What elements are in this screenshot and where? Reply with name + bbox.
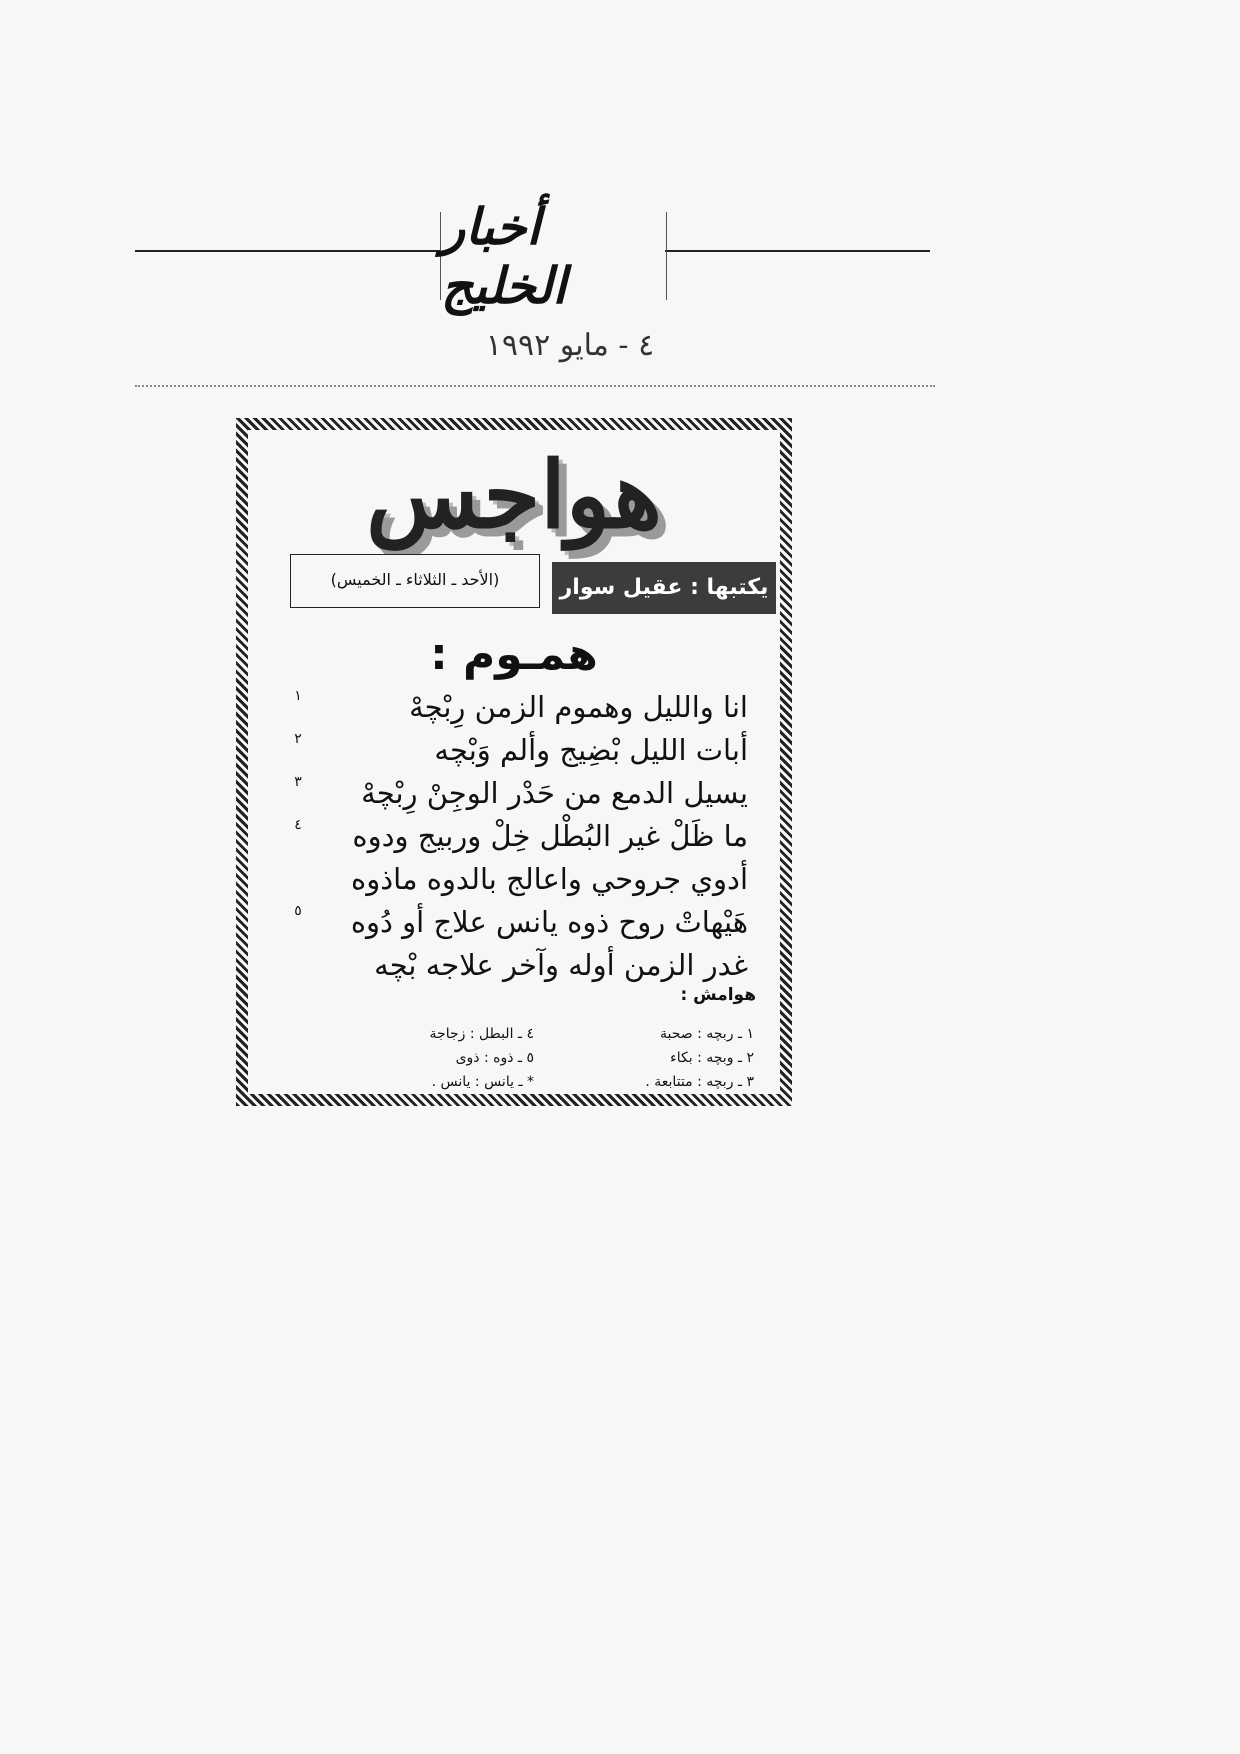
note-item: ٢ ـ وبچه : بكاء [670, 1050, 754, 1066]
footnote-number: ٥ [294, 903, 302, 919]
publication-days: (الأحد ـ الثلاثاء ـ الخميس) [290, 554, 540, 608]
clipping-content [248, 430, 780, 1094]
notes-list [314, 1022, 754, 1094]
poem-line [288, 858, 766, 901]
poem-title: همـوم : [430, 629, 598, 680]
poem-line [288, 815, 766, 858]
masthead-rule-right [665, 250, 930, 252]
newspaper-name: أخبار الخليج [441, 197, 567, 315]
footnote-number: ٤ [294, 817, 302, 833]
poem-line-text: أبات الليل بْضِيج وألم وَبْچه [434, 733, 748, 767]
poem-body [288, 686, 766, 987]
poem-line [288, 901, 766, 944]
publication-date: ٤ - مايو ١٩٩٢ [485, 328, 655, 363]
footnote-number: ١ [294, 688, 302, 704]
footnote-number: ٢ [294, 731, 302, 747]
poem-line-text: أدوي جروحي واعالج بالدوه ماذوه [351, 862, 748, 896]
poem-line-text: هَيْهاتْ روح ذوه يانس علاج أو دُوه [350, 905, 748, 939]
poem-line [288, 944, 766, 987]
note-item: ٤ ـ البطل : زجاجة [429, 1026, 534, 1042]
masthead-rule-left [135, 250, 440, 252]
byline: يكتبها : عقيل سوار [552, 562, 776, 614]
poem-line-text: ما ظَلْ غير البُطْل خِلْ وربيج ودوه [352, 819, 748, 853]
note-row [314, 1046, 754, 1070]
note-item: ٣ ـ ربچه : متتابعة . [645, 1074, 754, 1090]
note-item: ٥ ـ ذوه : ذوى [455, 1050, 534, 1066]
note-item: ١ ـ ربچه : صحبة [659, 1026, 754, 1042]
poem-line-text: غدر الزمن أوله وآخر علاجه بْچه [374, 948, 748, 982]
note-row [314, 1022, 754, 1046]
poem-line [288, 772, 766, 815]
poem-line-text: يسيل الدمع من حَدْر الوجِنْ رِبْچهْ [361, 776, 748, 810]
footnote-number: ٣ [294, 774, 302, 790]
notes-title: هوامش : [680, 985, 756, 1005]
poem-line-text: انا والليل وهموم الزمن رِبْچهْ [409, 690, 748, 724]
separator-line [135, 385, 935, 387]
poem-line [288, 729, 766, 772]
poem-line [288, 686, 766, 729]
note-row [314, 1070, 754, 1094]
newspaper-masthead [440, 197, 667, 315]
clipping-frame [236, 418, 792, 1106]
column-title: هواجس [366, 441, 662, 549]
note-item: * ـ يانس : يانس . [431, 1074, 534, 1090]
